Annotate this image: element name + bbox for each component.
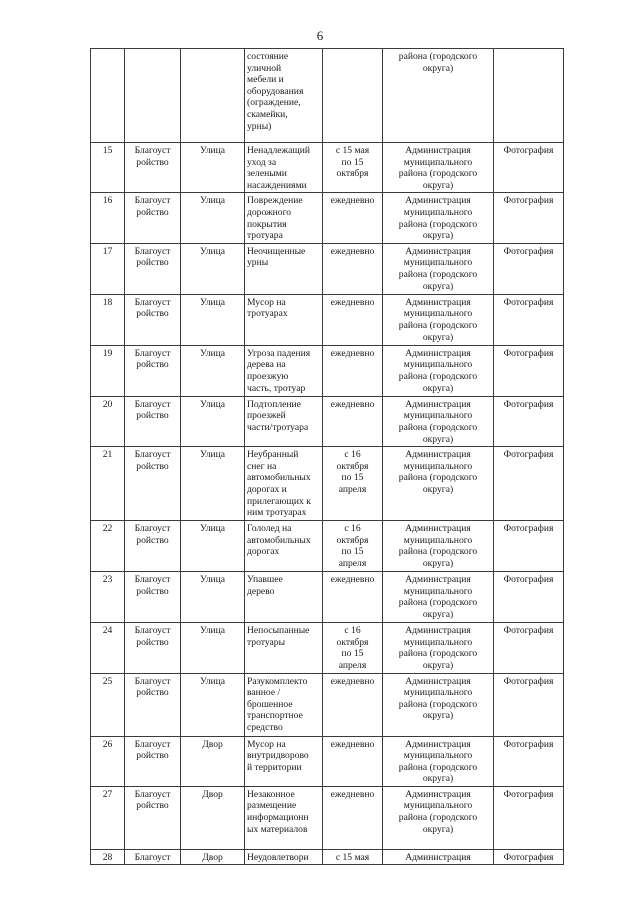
responsible-cell: Администрация муниципального района (городского округа) [383,396,494,446]
table-row [91,396,564,446]
category-cell: Благоуст ройство [125,447,181,521]
table-row [91,143,564,193]
responsible-cell: Администрация муниципального района (городского округа) [383,447,494,521]
problem-cell: Мусор на внутридворово й территории [245,736,323,786]
problem-cell: Неубранный снег на автомобильных дорогах и прилегающих к ним тротуарах [245,447,323,521]
category-cell: Благоуст ройство [125,243,181,294]
responsible-cell: Администрация муниципального района (городского округа) [383,193,494,243]
period-cell: ежедневно [323,294,383,345]
fixation-cell: Фотография [494,143,564,193]
problem-cell: Мусор на тротуарах [245,294,323,345]
period-cell: с 16 октября по 15 апреля [323,521,383,572]
problem-cell: Угроза падения дерева на проезжую часть, тротуар [245,345,323,396]
fixation-cell: Фотография [494,623,564,673]
category-cell [125,49,181,143]
row-number: 16 [91,193,125,243]
row-number: 24 [91,623,125,673]
location-cell: Улица [181,447,245,521]
responsible-cell: Администрация муниципального района (городского округа) [383,143,494,193]
fixation-cell: Фотография [494,849,564,865]
category-cell: Благоуст ройство [125,345,181,396]
row-number: 28 [91,849,125,865]
period-cell: ежедневно [323,345,383,396]
period-cell: с 16 октября по 15 апреля [323,623,383,673]
problem-cell: Непосыпанные тротуары [245,623,323,673]
table-row [91,623,564,673]
category-cell: Благоуст ройство [125,396,181,446]
problem-cell: Упавшее дерево [245,572,323,623]
period-cell: ежедневно [323,673,383,736]
page-number: 6 [316,28,324,43]
table-row [91,345,564,396]
table-row [91,572,564,623]
category-cell: Благоуст ройство [125,193,181,243]
location-cell: Улица [181,572,245,623]
category-cell: Благоуст ройство [125,736,181,786]
period-cell: с 15 мая по 15 октября [323,143,383,193]
period-cell: с 16 октября по 15 апреля [323,447,383,521]
row-number: 25 [91,673,125,736]
period-cell [323,49,383,143]
location-cell: Двор [181,849,245,865]
category-cell: Благоуст ройство [125,673,181,736]
period-cell: с 15 мая [323,849,383,865]
category-cell: Благоуст ройство [125,143,181,193]
fixation-cell: Фотография [494,673,564,736]
problem-cell: Повреждение дорожного покрытия тротуара [245,193,323,243]
row-number: 19 [91,345,125,396]
fixation-cell: Фотография [494,345,564,396]
fixation-cell: Фотография [494,786,564,849]
period-cell: ежедневно [323,786,383,849]
responsible-cell: Администрация муниципального района (городского округа) [383,673,494,736]
problems-table [90,48,564,865]
row-number [91,49,125,143]
period-cell: ежедневно [323,243,383,294]
period-cell: ежедневно [323,572,383,623]
category-cell: Благоуст ройство [125,521,181,572]
fixation-cell: Фотография [494,521,564,572]
table-row [91,294,564,345]
location-cell: Улица [181,193,245,243]
location-cell: Улица [181,673,245,736]
problem-cell: состояние уличной мебели и оборудования (ограждение, скамейки, урны) [245,49,323,143]
fixation-cell [494,49,564,143]
fixation-cell: Фотография [494,572,564,623]
responsible-cell: Администрация муниципального района (городского округа) [383,521,494,572]
location-cell: Улица [181,396,245,446]
location-cell: Улица [181,345,245,396]
fixation-cell: Фотография [494,736,564,786]
period-cell: ежедневно [323,736,383,786]
responsible-cell: Администрация [383,849,494,865]
location-cell: Улица [181,623,245,673]
problems-table-body [91,49,564,865]
row-number: 20 [91,396,125,446]
responsible-cell: района (городского округа) [383,49,494,143]
table-row [91,736,564,786]
fixation-cell: Фотография [494,447,564,521]
table-row [91,673,564,736]
fixation-cell: Фотография [494,396,564,446]
location-cell: Двор [181,786,245,849]
row-number: 18 [91,294,125,345]
problem-cell: Неудовлетвори [245,849,323,865]
fixation-cell: Фотография [494,193,564,243]
row-number: 27 [91,786,125,849]
location-cell: Двор [181,736,245,786]
location-cell: Улица [181,143,245,193]
category-cell: Благоуст ройство [125,572,181,623]
location-cell: Улица [181,521,245,572]
row-number: 15 [91,143,125,193]
table-row [91,243,564,294]
fixation-cell: Фотография [494,294,564,345]
problem-cell: Подтопление проезжей части/тротуара [245,396,323,446]
location-cell: Улица [181,243,245,294]
table-row [91,521,564,572]
row-number: 23 [91,572,125,623]
category-cell: Благоуст ройство [125,623,181,673]
table-row [91,49,564,143]
responsible-cell: Администрация муниципального района (городского округа) [383,294,494,345]
table-row [91,447,564,521]
responsible-cell: Администрация муниципального района (городского округа) [383,345,494,396]
location-cell: Улица [181,294,245,345]
problem-cell: Разукомплекто ванное / брошенное транспортное средство [245,673,323,736]
row-number: 22 [91,521,125,572]
category-cell: Благоуст ройство [125,786,181,849]
responsible-cell: Администрация муниципального района (городского округа) [383,786,494,849]
row-number: 26 [91,736,125,786]
table-row [91,193,564,243]
problem-cell: Неочищенные урны [245,243,323,294]
problem-cell: Гололед на автомобильных дорогах [245,521,323,572]
table-row [91,786,564,849]
responsible-cell: Администрация муниципального района (городского округа) [383,572,494,623]
responsible-cell: Администрация муниципального района (городского округа) [383,243,494,294]
period-cell: ежедневно [323,396,383,446]
table-row [91,849,564,865]
location-cell [181,49,245,143]
row-number: 21 [91,447,125,521]
period-cell: ежедневно [323,193,383,243]
problem-cell: Незаконное размещение информационн ых материалов [245,786,323,849]
category-cell: Благоуст [125,849,181,865]
fixation-cell: Фотография [494,243,564,294]
problem-cell: Ненадлежащий уход за зелеными насаждениями [245,143,323,193]
responsible-cell: Администрация муниципального района (городского округа) [383,623,494,673]
row-number: 17 [91,243,125,294]
responsible-cell: Администрация муниципального района (городского округа) [383,736,494,786]
category-cell: Благоуст ройство [125,294,181,345]
